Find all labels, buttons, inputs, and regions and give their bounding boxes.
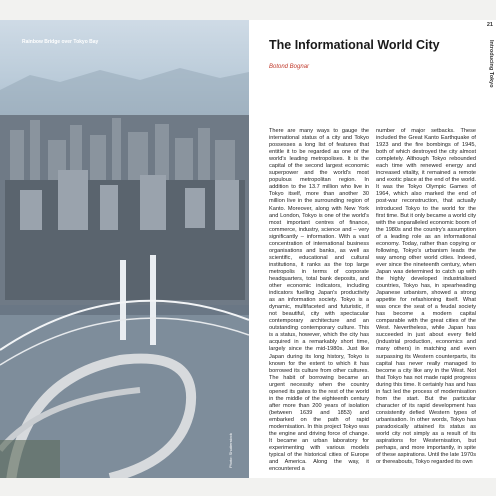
page-number: 21 — [486, 22, 493, 28]
author-name: Botond Bognar — [269, 64, 310, 70]
tokyo-skyline-illustration — [0, 20, 249, 478]
body-column-2: number of major setbacks. These included the Great Kanto Earthquake of 1923 and the fire bombings of 1945, both of which destroyed the city almost completely. Although Tokyo rebounded each time with renewed energy and increased vitality, it remained a remote and exotic place at the end of the world. It was the Tokyo Olympic Games of 1964, which also marked the end of post-war reconstruction, that actually introduced Tokyo to the world for the first time. But it only became a world city with the unparalleled economic boom of the 1980s and the country's assumption of a leading role as an informational economy. Today, rather than copying or following, Tokyo's urbanism leads the way among other world cities. Indeed, ever since the nineteenth century, when Japan was determined to catch up with the highly developed industrialised countries, Tokyo has, in spearheading Japanese urbanism, showed a strong appetite for refashioning itself. What was once the seat of a feudal society has become a modern capital comparable with the great cities of the West. Nevertheless, while Japan has succeeded in just about every field (industrial production, economics and many others) in matching and even surpassing its Western counterparts, its capital has never really managed to become a city like any in the West. Not that Tokyo has not made rapid progress during this time. It certainly has and has in fact led the process of modernisation from the start. But the particular character of its rapid development has consistently defied Western types of urbanisation. In other words, Tokyo has paradoxically attained its status as world city not simply as a result of its aspirations for Westernisation, but perhaps, and more importantly, in spite of these aspirations. Until the late 1970s or thereabouts, Tokyo regarded its own — [376, 128, 476, 466]
running-head: Introducing Tokyo — [488, 40, 494, 88]
photo-credit: Photo: Shutterstock — [228, 433, 233, 468]
photo-caption: Rainbow Bridge over Tokyo Bay — [22, 39, 99, 45]
city-photo — [0, 20, 249, 478]
chapter-title: The Informational World City — [269, 38, 440, 52]
text-page — [249, 20, 496, 478]
body-column-1: There are many ways to gauge the international status of a city and Tokyo possesses a long list of features that entitle it to be regarded as one of the world's leading metropolises. It is the capital of the second largest economic superpower and the world's most populous metropolitan region. In addition to the 13.7 million who live in Tokyo itself, more than another 30 million live in the surrounding region of Kanto. Moreover, along with New York and London, Tokyo is one of the world's most important centres of finance, commerce, industry, science and – very significantly – information. With a vast concentration of international business organisations and banks, as well as scientific, educational and cultural institutions, it ranks as the top large metropolis in terms of corporate headquarters, total bank deposits, and other economic indicators, including indicators fuelling Japan's productivity as an information society. Tokyo is a dynamic, multifaceted and futuristic, if not beautiful, city with spectacular contemporary architecture and an outstanding contemporary culture. This is a status, however, which the city has acquired in a remarkably short time, largely since the mid-1980s. Just like Japan during its long history, Tokyo is known for the extent to which it has borrowed its culture from other cultures. The habit of borrowing became an urgent necessity when the country opened its gates to the rest of the world in the middle of the eighteenth century after more than 200 years of isolation (between 1639 and 1853) and embarked on the path of rapid modernisation. In this project Tokyo was the engine and driving force of change. It became an urban laboratory for experimenting with various models typical of the historical cities of Europe and America. Along the way, it encountered a — [269, 128, 369, 473]
